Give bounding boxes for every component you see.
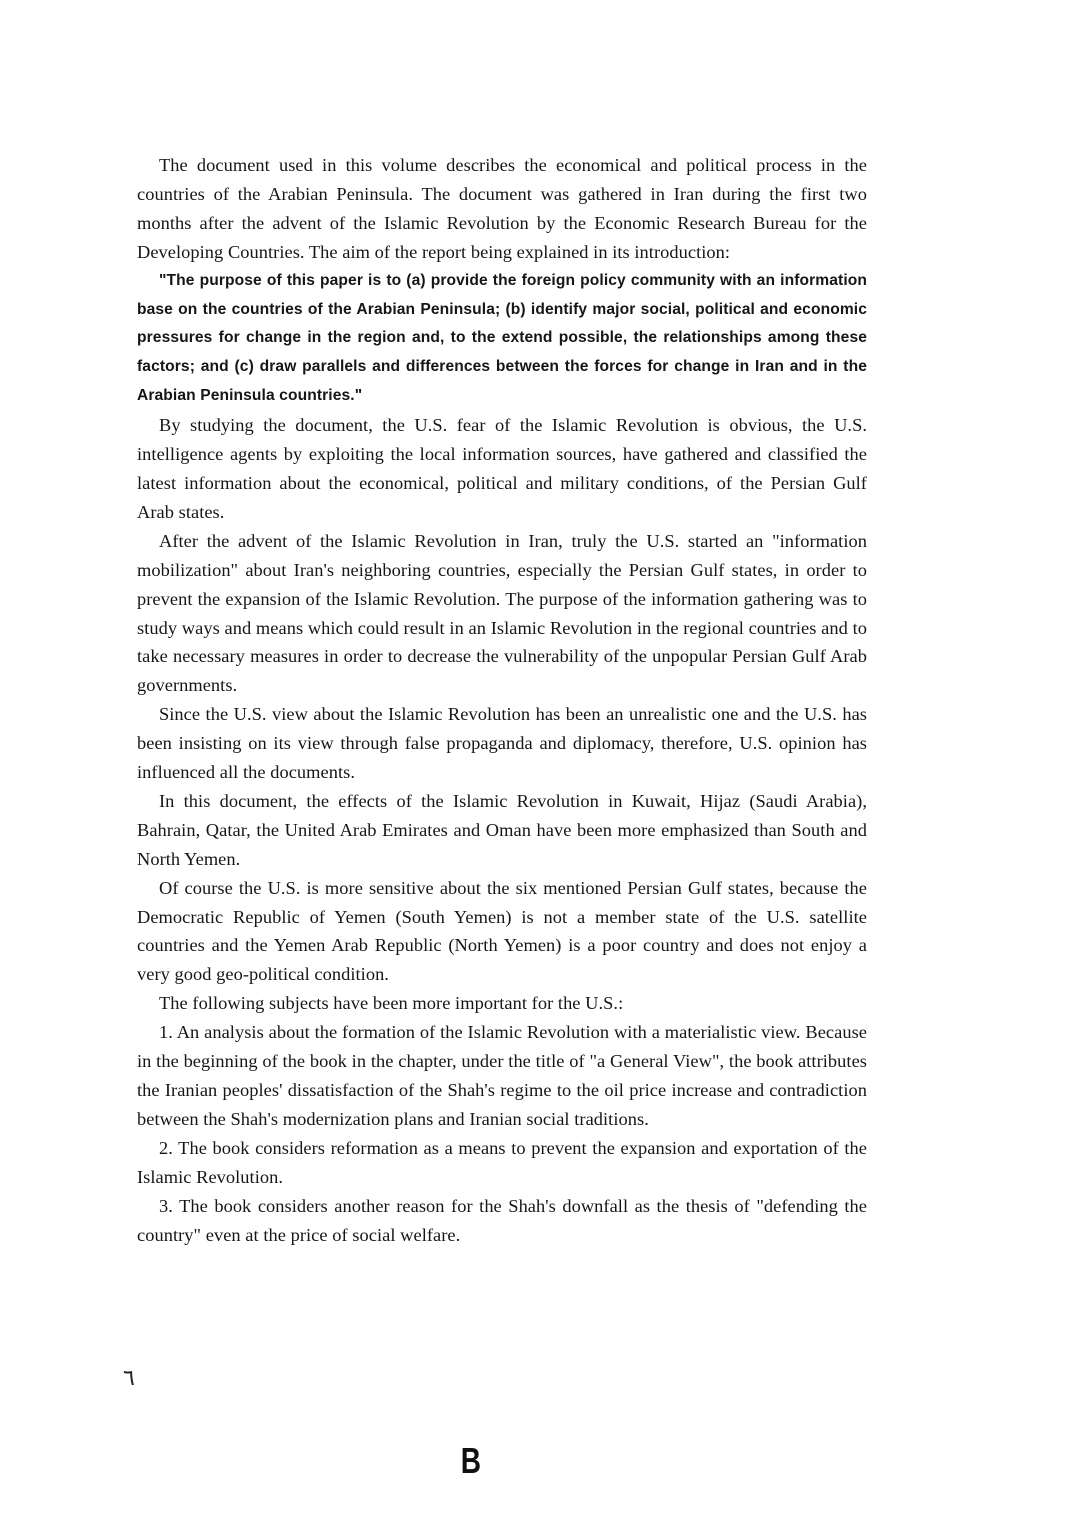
subjects-intro-paragraph: The following subjects have been more important for the U.S.: [159, 993, 624, 1014]
list-item-3: 3. The book considers another reason for the Shah's downfall as the thesis of "defending the country" even at the price of social welfare. [137, 1195, 867, 1245]
page-letter: B [460, 1440, 482, 1481]
us-fear-paragraph: By studying the document, the U.S. fear of the Islamic Revolution is obvious, the U.S. intelligence agents by exploiting the local information sources, have gathered and classified the latest information about the economical, political and military conditions, of the Persian Gulf Arab states. [137, 415, 867, 522]
us-view-paragraph: Since the U.S. view about the Islamic Revolution has been an unrealistic one and the U.S. has been insisting on its view through false propaganda and diplomacy, therefore, U.S. opinion has influenced all the documents. [137, 704, 867, 783]
purpose-quote: "The purpose of this paper is to (a) provide the foreign policy community with an information base on the countries of the Arabian Peninsula; (b) identify major social, political and economic pressures for change in the region and, to the extend possible, the relationships among these factors; and (c) draw parallels and differences between the forces for change in Iran and in the Arabian Peninsula countries." [137, 271, 867, 405]
countries-emphasis-paragraph: In this document, the effects of the Islamic Revolution in Kuwait, Hijaz (Saudi Arabia), Bahrain, Qatar, the United Arab Emirates and Oman have been more emphasized than South and North Yemen. [137, 790, 867, 869]
information-mobilization-paragraph: After the advent of the Islamic Revolution in Iran, truly the U.S. started an "information mobilization" about Iran's neighboring countries, especially the Persian Gulf states, in order to prevent the expansion of the Islamic Revolution. The purpose of the information gathering was to study ways and means which could result in an Islamic Revolution in the regional countries and to take necessary measures in order to decrease the vulnerability of the unpopular Persian Gulf Arab governments. [137, 530, 867, 696]
yemen-paragraph: Of course the U.S. is more sensitive about the six mentioned Persian Gulf states, because the Democratic Republic of Yemen (South Yemen) is not a member state of the U.S. satellite countries and the Yemen Arab Republic (North Yemen) is a poor country and does not enjoy a very good geo-political condition. [137, 877, 867, 985]
document-body [137, 151, 867, 1249]
list-item-2: 2. The book considers reformation as a means to prevent the expansion and exportation of the Islamic Revolution. [137, 1137, 867, 1187]
intro-paragraph: The document used in this volume describes the economical and political process in the countries of the Arabian Peninsula. The document was gathered in Iran during the first two months after the advent of the Islamic Revolution by the Economic Research Bureau for the Developing Countries. The aim of the report being explained in its introduction: [137, 155, 867, 262]
list-item-1: 1. An analysis about the formation of the Islamic Revolution with a materialistic view. Because in the beginning of the book in the chapter, under the title of "a General View", the book attributes the Iranian peoples' dissatisfaction of the Shah's regime to the oil price increase and contradiction between the Shah's modernization plans and Iranian social traditions. [137, 1022, 867, 1129]
margin-page-mark: ٦ [123, 1366, 135, 1391]
